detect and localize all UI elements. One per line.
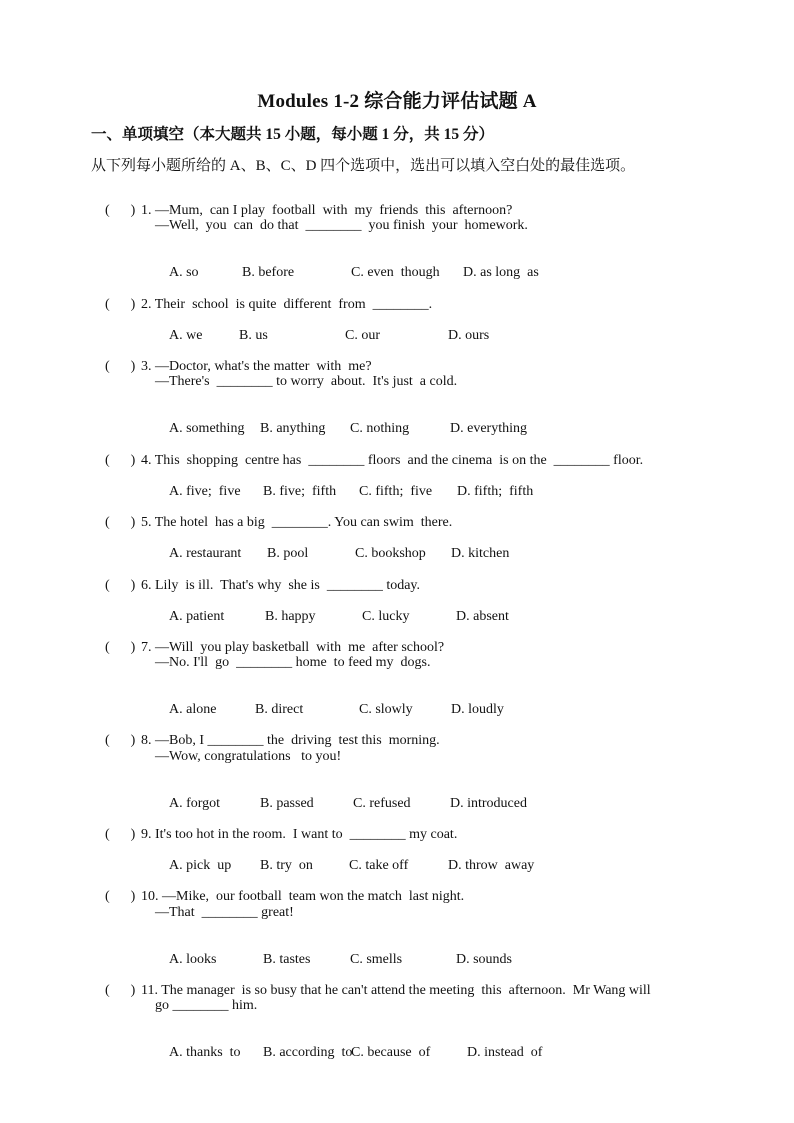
answer-blank[interactable]: ( ) bbox=[105, 359, 136, 374]
page-title: Modules 1-2 综合能力评估试题 A bbox=[257, 91, 537, 112]
option-d[interactable]: D. as long as bbox=[463, 265, 539, 280]
option-d[interactable]: D. kitchen bbox=[451, 546, 510, 561]
option-d[interactable]: D. loudly bbox=[451, 702, 504, 717]
option-a[interactable]: A. thanks to bbox=[169, 1045, 241, 1060]
option-d[interactable]: D. sounds bbox=[456, 952, 513, 967]
option-a[interactable]: A. looks bbox=[169, 952, 217, 967]
answer-blank[interactable]: ( ) bbox=[105, 203, 136, 218]
option-b[interactable]: B. anything bbox=[260, 421, 326, 436]
question-7-line-2: —No. I'll go ________ home to feed my dogs. bbox=[155, 655, 431, 670]
option-c[interactable]: C. nothing bbox=[350, 421, 410, 436]
answer-blank[interactable]: ( ) bbox=[105, 827, 136, 842]
option-b[interactable]: B. according to bbox=[263, 1045, 353, 1060]
option-a[interactable]: A. alone bbox=[169, 702, 217, 717]
option-a[interactable]: A. so bbox=[169, 265, 199, 280]
option-b[interactable]: B. passed bbox=[260, 796, 314, 811]
question-text: 10. —Mike, our football team won the match last night. bbox=[141, 889, 465, 904]
question-1-line-2: —Well, you can do that ________ you finish your homework. bbox=[155, 218, 528, 233]
option-b[interactable]: B. try on bbox=[260, 858, 313, 873]
question-text: 8. —Bob, I ________ the driving test this morning. bbox=[141, 733, 440, 748]
option-b[interactable]: B. pool bbox=[267, 546, 309, 561]
question-text: 6. Lily is ill. That's why she is ________ today. bbox=[141, 578, 421, 593]
option-c[interactable]: C. even though bbox=[351, 265, 440, 280]
option-c[interactable]: C. lucky bbox=[362, 609, 410, 624]
answer-blank[interactable]: ( ) bbox=[105, 578, 136, 593]
answer-blank[interactable]: ( ) bbox=[105, 733, 136, 748]
option-d[interactable]: D. absent bbox=[456, 609, 509, 624]
answer-blank[interactable]: ( ) bbox=[105, 297, 136, 312]
option-b[interactable]: B. before bbox=[242, 265, 295, 280]
option-c[interactable]: C. bookshop bbox=[355, 546, 426, 561]
question-text: 2. Their school is quite different from ________. bbox=[141, 297, 433, 312]
question-3-line-2: —There's ________ to worry about. It's just a cold. bbox=[155, 374, 458, 389]
question-text: 11. The manager is so busy that he can't attend the meeting this afternoon. Mr Wang will bbox=[141, 983, 651, 998]
question-text: 7. —Will you play basketball with me after school? bbox=[141, 640, 445, 655]
option-c[interactable]: C. slowly bbox=[359, 702, 413, 717]
option-c[interactable]: C. fifth; five bbox=[359, 484, 433, 499]
answer-blank[interactable]: ( ) bbox=[105, 453, 136, 468]
option-c[interactable]: C. because of bbox=[351, 1045, 431, 1060]
option-a[interactable]: A. forgot bbox=[169, 796, 221, 811]
answer-blank[interactable]: ( ) bbox=[105, 889, 136, 904]
question-11-line-2: go ________ him. bbox=[155, 998, 258, 1013]
option-d[interactable]: D. throw away bbox=[448, 858, 535, 873]
option-b[interactable]: B. us bbox=[239, 328, 268, 343]
option-a[interactable]: A. restaurant bbox=[169, 546, 242, 561]
question-11-options bbox=[155, 1029, 542, 1077]
option-c[interactable]: C. take off bbox=[349, 858, 409, 873]
option-b[interactable]: B. direct bbox=[255, 702, 304, 717]
instruction-text: 从下列每小题所给的 A、B、C、D 四个选项中，选出可以填入空白处的最佳选项。 bbox=[91, 158, 636, 174]
option-d[interactable]: D. ours bbox=[448, 328, 490, 343]
option-a[interactable]: A. patient bbox=[169, 609, 225, 624]
option-a[interactable]: A. something bbox=[169, 421, 245, 436]
question-10-line-2: —That ________ great! bbox=[155, 905, 294, 920]
option-c[interactable]: C. our bbox=[345, 328, 380, 343]
option-a[interactable]: A. we bbox=[169, 328, 203, 343]
option-d[interactable]: D. everything bbox=[450, 421, 527, 436]
question-text: 4. This shopping centre has ________ floors and the cinema is on the ________ floor. bbox=[141, 453, 644, 468]
answer-blank[interactable]: ( ) bbox=[105, 983, 136, 998]
section-heading: 一、单项填空（本大题共 15 小题，每小题 1 分，共 15 分） bbox=[91, 126, 495, 143]
option-c[interactable]: C. smells bbox=[350, 952, 403, 967]
question-text: 3. —Doctor, what's the matter with me? bbox=[141, 359, 372, 374]
question-text: 1. —Mum, can I play football with my friends this afternoon? bbox=[141, 203, 513, 218]
option-b[interactable]: B. five; fifth bbox=[263, 484, 337, 499]
question-text: 5. The hotel has a big ________. You can swim there. bbox=[141, 515, 453, 530]
answer-blank[interactable]: ( ) bbox=[105, 515, 136, 530]
question-text: 9. It's too hot in the room. I want to ________ my coat. bbox=[141, 827, 458, 842]
answer-blank[interactable]: ( ) bbox=[105, 640, 136, 655]
option-a[interactable]: A. five; five bbox=[169, 484, 241, 499]
question-8-line-2: —Wow, congratulations to you! bbox=[155, 749, 342, 764]
option-d[interactable]: D. fifth; fifth bbox=[457, 484, 534, 499]
option-d[interactable]: D. introduced bbox=[450, 796, 527, 811]
option-b[interactable]: B. tastes bbox=[263, 952, 311, 967]
option-d[interactable]: D. instead of bbox=[467, 1045, 543, 1060]
option-a[interactable]: A. pick up bbox=[169, 858, 232, 873]
option-b[interactable]: B. happy bbox=[265, 609, 316, 624]
option-c[interactable]: C. refused bbox=[353, 796, 411, 811]
